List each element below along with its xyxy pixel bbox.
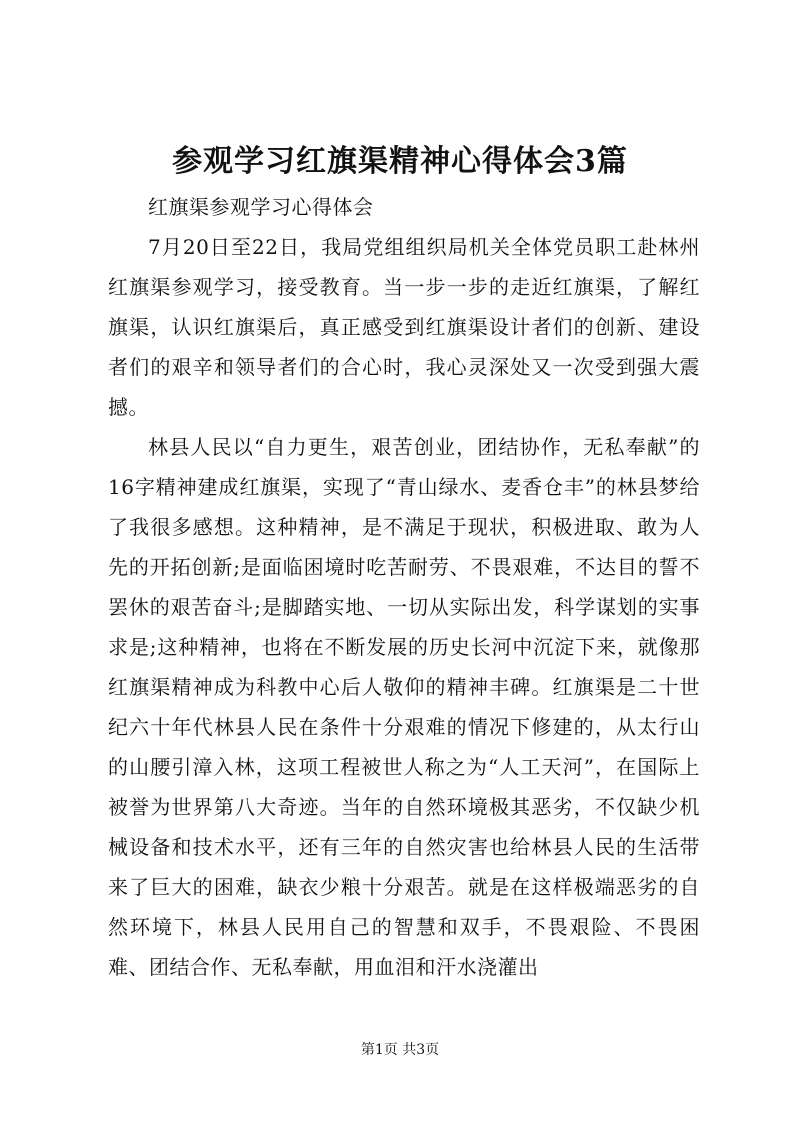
page-footer: 第1页 共3页 bbox=[360, 1042, 440, 1058]
paragraph-2: 林县人民以“自力更生，艰苦创业，团结协作，无私奉献”的16字精神建成红旗渠，实现了“青山绿水、麦香仓丰”的林县梦给了我很多感想。这种精神，是不满足于现状，积极进取、敢为人先的开拓创新;是面临困境时吃苦耐劳、不畏艰难，不达目的誓不罢休的艰苦奋斗;是脚踏实地、一切从实际出发，科学谋划的实事求是;这种精神，也将在不断发展的历史长河中沉淀下来，就像那红旗渠精神成为科教中心后人敬仰的精神丰碑。红旗渠是二十世纪六十年代林县人民在条件十分艰难的情况下修建的，从太行山的山腰引漳入林，这项工程被世人称之为“人工天河”，在国际上被誉为世界第八大奇迹。当年的自然环境极其恶劣，不仅缺少机械设备和技术水平，还有三年的自然灾害也给林县人民的生活带来了巨大的困难，缺衣少粮十分艰苦。就是在这样极端恶劣的自然环境下，林县人民用自己的智慧和双手，不畏艰险、不畏困难、团结合作、无私奉献，用血泪和汗水浇灌出 bbox=[108, 435, 700, 979]
section-subtitle: 红旗渠参观学习心得体会 bbox=[148, 195, 374, 219]
document-title: 参观学习红旗渠精神心得体会3篇 bbox=[172, 144, 628, 179]
paragraph-1: 7月20日至22日，我局党组组织局机关全体党员职工赴林州红旗渠参观学习，接受教育。当一步一步的走近红旗渠，了解红旗渠，认识红旗渠后，真正感受到红旗渠设计者们的创新、建设者们的艰辛和领导者们的合心时，我心灵深处又一次受到强大震撼。 bbox=[108, 235, 700, 419]
document-body bbox=[108, 187, 700, 987]
